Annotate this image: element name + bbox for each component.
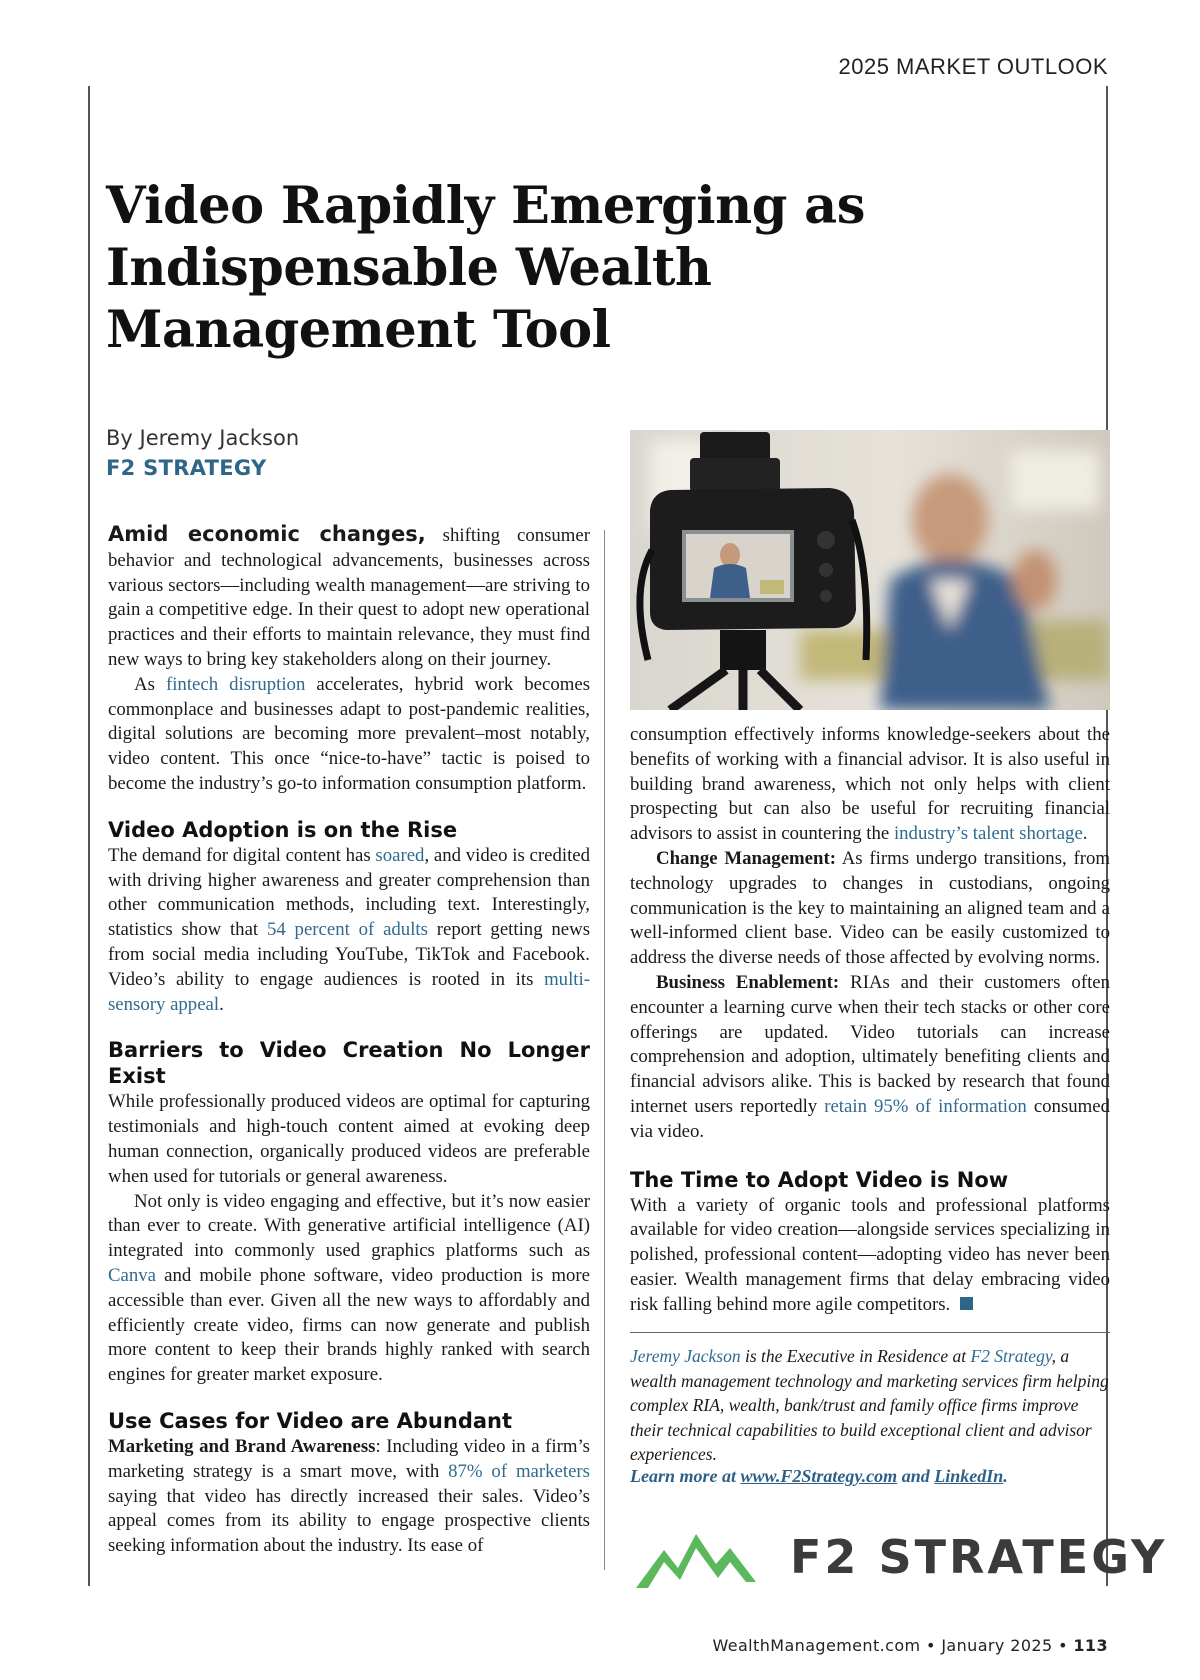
text: RIAs and their customers often encounter a learning curve when their tech stacks or other core offerings are updated. Video tutorials can increase comprehension and adoption, ultimately benefiting clients and financial advisors alike. This is backed by research that found internet users reportedly — [630, 971, 1111, 1117]
text: and mobile phone software, video production is more accessible than ever. Given all the new ways to affordably and efficiently create video, firms can now generate and publish more content to keep their brands highly ranked with search engines for greater market exposure. — [108, 1264, 590, 1386]
body-paragraph — [630, 971, 1110, 1145]
article-headline: Video Rapidly Emerging as Indispensable Wealth Management Tool — [106, 176, 865, 360]
byline: By Jeremy Jackson — [106, 426, 300, 450]
body-paragraph — [108, 844, 590, 1018]
text: , a wealth management technology and marketing services firm helping complex RIA, wealth, bank/trust and family office firms improve their technical capabilities to build exceptional client and advisor experiences. — [630, 1346, 1109, 1464]
logo-wordmark: F2 STRATEGY — [790, 1530, 1168, 1584]
section-heading: Use Cases for Video are Abundant — [108, 1408, 513, 1433]
column-divider — [604, 530, 605, 1570]
text: consumption effectively informs knowledge-seekers about the benefits of working with a financial advisor. It is also useful in building brand awareness, which not only helps with client prospecting but can also be useful for recruiting financial advisors to assist in countering the — [630, 724, 1110, 845]
body-paragraph: While professionally produced videos are optimal for capturing testimonials and high-touch content aimed at evoking deep human connection, organically produced videos are preferable when used for tutorials or general awareness. — [108, 1091, 590, 1187]
left-column — [108, 522, 590, 1559]
author-bio — [630, 1344, 1110, 1467]
section-heading: Barriers to Video Creation No Longer Exist — [108, 1038, 590, 1089]
website-link[interactable]: www.F2Strategy.com — [740, 1466, 898, 1486]
body-paragraph — [630, 1194, 1110, 1318]
page-footer — [712, 1636, 1108, 1655]
text: saying that video has directly increased their sales. Video’s appeal comes from its ability to engage prospective clients seeking information about the industry. Its ease of — [108, 1485, 590, 1557]
bio-divider — [630, 1332, 1110, 1333]
run-in-label: Business Enablement: — [656, 971, 840, 993]
text: report getting news from social media including YouTube, TikTok and Facebook. Video’s ability to engage audiences is rooted in its — [108, 919, 590, 990]
text: , and video is credited with driving higher awareness and greater comprehension than other communication methods, including text. Interestingly, statistics show that — [108, 844, 591, 941]
article-photo — [630, 430, 1110, 710]
body-paragraph — [630, 847, 1110, 971]
intro-text: shifting consumer behavior and technological advancements, businesses across various sectors—including wealth management—are striving to gain a competitive edge. In their quest to adopt new operational practices and their efforts to maintain relevance, they must find new ways to bring key stakeholders along on their journey. — [108, 525, 590, 670]
intro-paragraph — [108, 522, 590, 673]
text: As firms undergo transitions, from technology upgrades to changes in custodians, ongoing communication is the key to maintaining an aligned team and a well-informed client base. Video can be easily customized to address the diverse needs of those affected by evolving norms. — [630, 847, 1110, 969]
run-in-label: Marketing and Brand Awareness — [108, 1435, 376, 1457]
text: . — [1082, 823, 1088, 845]
page-number: 113 — [1073, 1636, 1108, 1655]
fintech-disruption-link[interactable]: fintech disruption — [165, 673, 306, 695]
adults-statistic-link[interactable]: 54 percent of adults — [266, 919, 428, 941]
camera-photo-illustration — [630, 430, 1110, 710]
byline-company: F2 STRATEGY — [106, 456, 267, 480]
text: Not only is video engaging and effective, but it’s now easier than ever to create. With generative artificial intelligence (AI) integrated into commonly used graphics platforms such as — [108, 1190, 590, 1262]
linkedin-link[interactable]: LinkedIn — [934, 1466, 1004, 1486]
text: is the Executive in Residence at — [740, 1346, 971, 1366]
soared-link[interactable]: soared — [375, 844, 425, 866]
separator: • — [1052, 1636, 1074, 1655]
learn-more-line — [630, 1466, 1008, 1487]
text: and — [897, 1466, 935, 1486]
end-mark-icon — [960, 1297, 973, 1310]
text: accelerates, hybrid work becomes commonplace and businesses adapt to post-pandemic realities, digital solutions are becoming more prevalent–most notably, video content. This once “nice-to-have” tactic is poised to become the industry’s go-to information consumption platform. — [108, 673, 591, 794]
canva-link[interactable]: Canva — [108, 1264, 156, 1286]
body-paragraph — [108, 1190, 590, 1388]
separator: • — [920, 1636, 942, 1655]
mountain-logo-icon — [634, 1520, 774, 1594]
text: : Including video in a firm’s marketing strategy is a smart move, with — [108, 1435, 590, 1482]
text: As — [134, 673, 166, 695]
text: consumed via video. — [630, 1095, 1110, 1142]
text: The demand for digital content has — [108, 844, 376, 866]
left-border-rule — [88, 86, 90, 1586]
footer-site: WealthManagement.com — [712, 1636, 921, 1655]
text: Learn more at — [630, 1466, 741, 1486]
retain-information-link[interactable]: retain 95% of information — [824, 1095, 1027, 1117]
firm-link[interactable]: F2 Strategy — [970, 1346, 1052, 1366]
author-name-link[interactable]: Jeremy Jackson — [630, 1346, 741, 1366]
footer-issue: January 2025 — [941, 1636, 1053, 1655]
multi-sensory-link[interactable]: multi-sensory appeal — [108, 968, 590, 1015]
section-label: 2025 MARKET OUTLOOK — [838, 54, 1108, 79]
section-heading: The Time to Adopt Video is Now — [630, 1167, 1009, 1192]
body-paragraph — [108, 1435, 590, 1559]
text: . — [219, 993, 224, 1015]
text: . — [1003, 1466, 1008, 1486]
intro-paragraph-2 — [108, 673, 590, 797]
body-paragraph — [630, 723, 1110, 847]
right-column — [630, 723, 1110, 1318]
run-in-label: Change Management: — [656, 847, 836, 869]
talent-shortage-link[interactable]: industry’s talent shortage — [893, 823, 1083, 845]
lead-in: Amid economic changes, — [108, 522, 426, 546]
text: With a variety of organic tools and professional platforms available for video creation—alongside services specializing in polished, professional content—adopting video has never been easier. Wealth management firms that delay embracing video risk falling behind more agile competitors. — [630, 1194, 1110, 1315]
marketers-statistic-link[interactable]: 87% of marketers — [448, 1460, 590, 1482]
section-heading: Video Adoption is on the Rise — [108, 817, 458, 842]
